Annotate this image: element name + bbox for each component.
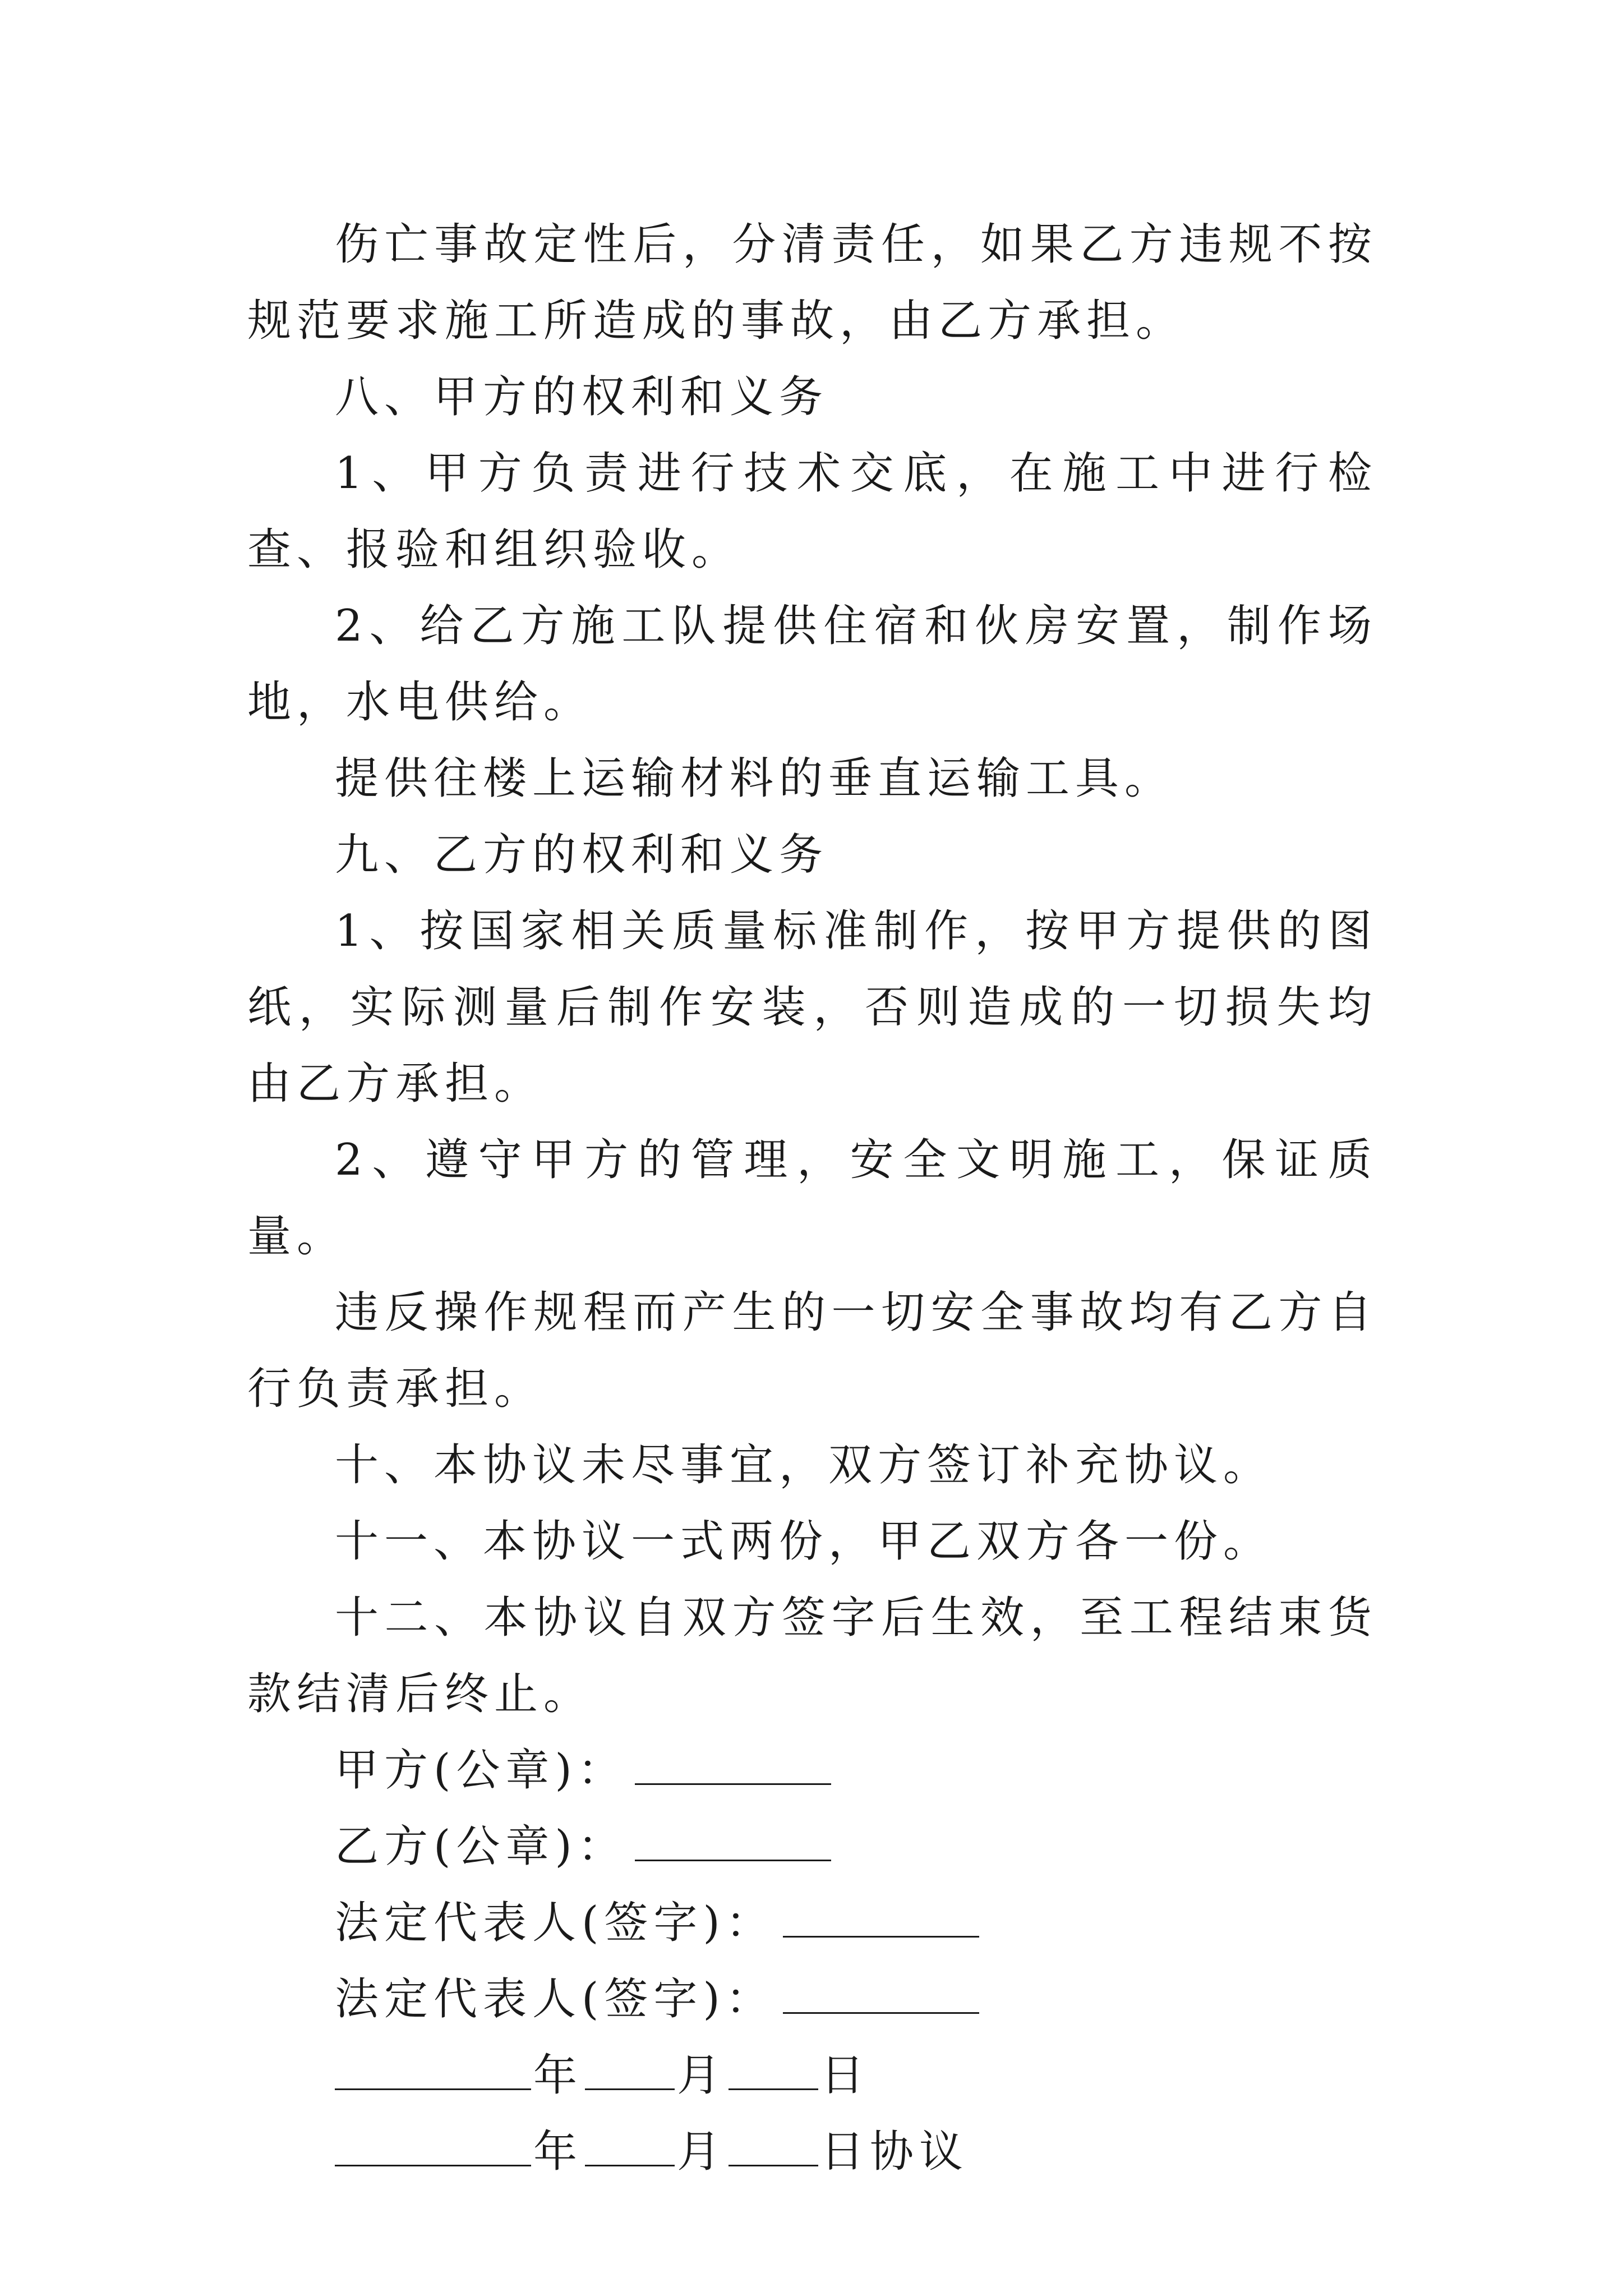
date-1-year-blank[interactable] bbox=[335, 2055, 531, 2090]
signature-rep-b-blank[interactable] bbox=[783, 1978, 979, 2014]
paragraph-party-b-item-2: 2、遵守甲方的管理，安全文明施工，保证质量。 bbox=[247, 1135, 1377, 1262]
date-1-month-blank[interactable] bbox=[585, 2055, 675, 2090]
date-2-year-blank[interactable] bbox=[335, 2131, 531, 2166]
paragraph-clause-12: 十二、本协议自双方签字后生效，至工程结束货款结清后终止。 bbox=[247, 1593, 1377, 1719]
date-line-2 bbox=[247, 2114, 1377, 2190]
date-1-day-blank[interactable] bbox=[728, 2055, 818, 2090]
date-1-month-label: 月 bbox=[677, 2050, 727, 2101]
date-2-month-label: 月 bbox=[677, 2127, 727, 2177]
signature-party-a bbox=[247, 1732, 1377, 1809]
signature-rep-a-label: 法定代表人(签字)： bbox=[335, 1898, 775, 1948]
paragraph-clause-11: 十一、本协议一式两份，甲乙双方各一份。 bbox=[335, 1516, 1273, 1567]
document-body bbox=[247, 206, 1377, 2190]
paragraph-safety-liability: 违反操作规程而产生的一切安全事故均有乙方自行负责承担。 bbox=[247, 1287, 1377, 1414]
date-2-year-label: 年 bbox=[533, 2127, 583, 2177]
section-heading-party-b-rights: 九、乙方的权利和义务 bbox=[335, 830, 829, 880]
signature-rep-b bbox=[247, 1961, 1377, 2037]
signature-party-a-blank[interactable] bbox=[635, 1750, 831, 1785]
date-1-day-label: 日 bbox=[820, 2050, 870, 2101]
signature-rep-a bbox=[247, 1885, 1377, 1961]
signature-party-b-blank[interactable] bbox=[635, 1826, 831, 1861]
paragraph-vertical-transport: 提供往楼上运输材料的垂直运输工具。 bbox=[335, 753, 1174, 804]
signature-rep-a-blank[interactable] bbox=[783, 1902, 979, 1938]
paragraph-accident-liability: 伤亡事故定性后，分清责任，如果乙方违规不按规范要求施工所造成的事故，由乙方承担。 bbox=[247, 219, 1377, 346]
paragraph-party-a-item-2: 2、给乙方施工队提供住宿和伙房安置，制作场地，水电供给。 bbox=[247, 601, 1377, 728]
section-heading-party-a-rights: 八、甲方的权利和义务 bbox=[335, 372, 829, 422]
paragraph-party-b-item-1: 1、按国家相关质量标准制作，按甲方提供的图纸，实际测量后制作安装，否则造成的一切损失均由乙方承担。 bbox=[247, 906, 1377, 1109]
date-2-day-label: 日协议 bbox=[820, 2127, 969, 2177]
paragraph-clause-10: 十、本协议未尽事宜，双方签订补充协议。 bbox=[335, 1440, 1273, 1490]
signature-party-a-label: 甲方(公章)： bbox=[335, 1745, 627, 1796]
paragraph-party-a-item-1: 1、甲方负责进行技术交底，在施工中进行检查、报验和组织验收。 bbox=[247, 448, 1377, 575]
signature-rep-b-label: 法定代表人(签字)： bbox=[335, 1974, 775, 2024]
date-2-day-blank[interactable] bbox=[728, 2131, 818, 2166]
date-line-1 bbox=[247, 2037, 1377, 2114]
date-2-month-blank[interactable] bbox=[585, 2131, 675, 2166]
signature-party-b bbox=[247, 1809, 1377, 1885]
signature-party-b-label: 乙方(公章)： bbox=[335, 1821, 627, 1872]
date-1-year-label: 年 bbox=[533, 2050, 583, 2101]
